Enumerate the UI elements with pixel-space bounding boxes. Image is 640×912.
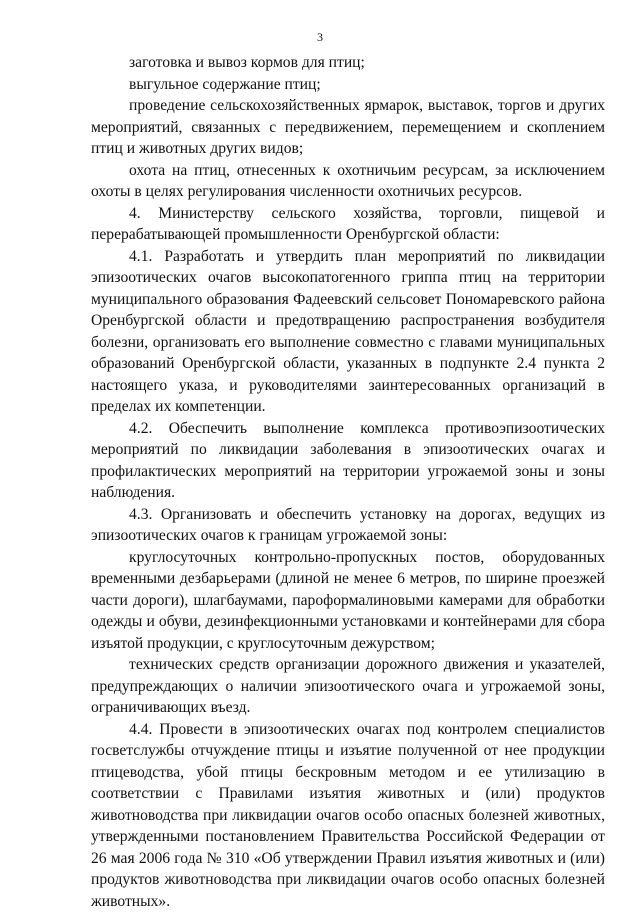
document-body [91,52,605,912]
paragraph-clause-4-3: 4.3. Организовать и обеспечить установку на дорогах, ведущих из эпизоотических очагов к границам угрожаемой зоны: [91,504,605,547]
list-item-traffic-signs: технических средств организации дорожного движения и указателей, предупреждающих о наличии эпизоотического очага и угрожаемой зоны, ограничивающих въезд. [91,654,605,719]
paragraph-clause-4-2: 4.2. Обеспечить выполнение комплекса противоэпизоотических мероприятий по ликвидации заболевания в эпизоотических очагах и профилактических мероприятий на территории угрожаемой зоны и зоны наблюдения. [91,418,605,504]
page-number: 3 [0,30,640,45]
paragraph-clause-4-4: 4.4. Провести в эпизоотических очагах под контролем специалистов госветслужбы отчуждение птицы и изъятие полученной от нее продукции птицеводства, убой птицы бескровным методом и ее утилизацию в соответствии с Правилами изъятия животных и (или) продуктов животноводства при ликвидации очагов особо опасных болезней животных, утвержденными постановлением Правительства Российской Федерации от 26 мая 2006 года № 310 «Об утверждении Правил изъятия животных и (или) продуктов животноводства при ликвидации очагов особо опасных болезней животных». [91,719,605,912]
list-item-bird-hunting: охота на птиц, отнесенных к охотничьим ресурсам, за исключением охоты в целях регулирования численности охотничьих ресурсов. [91,160,605,203]
list-item-feed-transport: заготовка и вывоз кормов для птиц; [91,52,605,74]
list-item-checkpoints: круглосуточных контрольно-пропускных постов, оборудованных временными дезбарьерами (длиной не менее 6 метров, по ширине проезжей части дороги), шлагбаумами, пароформалиновыми камерами для обработки одежды и обуви, дезинфекционными установками и контейнерами для сбора изъятой продукции, с круглосуточным дежурством; [91,547,605,655]
paragraph-clause-4-1: 4.1. Разработать и утвердить план мероприятий по ликвидации эпизоотических очагов высокопатогенного гриппа птиц на территории муниципального образования Фадеевский сельсовет Пономаревского района Оренбургской области и предотвращению распространения возбудителя болезни, организовать его выполнение совместно с главами муниципальных образований Оренбургской области, указанных в подпункте 2.4 пункта 2 настоящего указа, и руководителями заинтересованных организаций в пределах их компетенции. [91,246,605,418]
list-item-fairs-exhibitions: проведение сельскохозяйственных ярмарок, выставок, торгов и других мероприятий, связанных с передвижением, перемещением и скоплением птиц и животных других видов; [91,95,605,160]
paragraph-clause-4: 4. Министерству сельского хозяйства, торговли, пищевой и перерабатывающей промышленности Оренбургской области: [91,203,605,246]
list-item-free-range: выгульное содержание птиц; [91,74,605,96]
